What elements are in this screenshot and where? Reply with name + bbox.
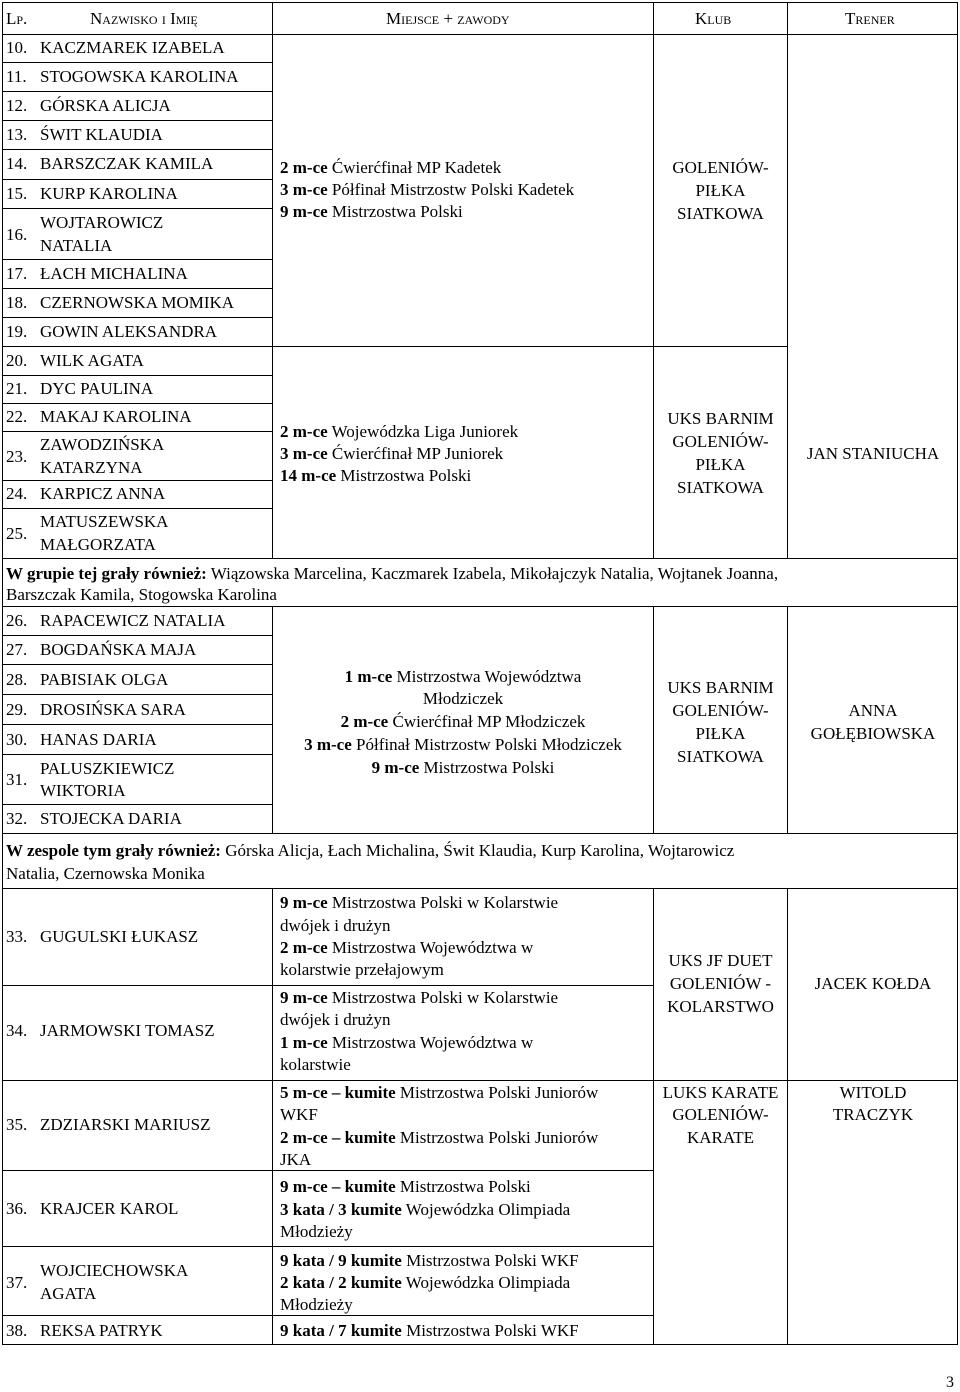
competition: Ćwierćfinał MP Młodziczek — [388, 712, 586, 731]
header-coach: Trener — [845, 9, 895, 28]
group3-note: W zespole tym grały również: Górska Alicja, Łach Michalina, Świt Klaudia, Kurp Karolina, Wojtarowicz — [6, 841, 735, 860]
club-line: LUKS KARATE — [662, 1083, 779, 1102]
place-label: 3 m-ce — [304, 735, 352, 754]
group2-note: W grupie tej grały również: Wiązowska Marcelina, Kaczmarek Izabela, Mikołajczyk Natalia, Wojtanek Joanna, — [6, 564, 779, 583]
competition: Mistrzostwa Polski — [419, 758, 555, 777]
row-number: 19. — [6, 322, 28, 341]
club-line: PIŁKA — [695, 455, 746, 474]
place-label: 2 m-ce — [340, 712, 389, 731]
row-number: 23. — [6, 447, 28, 466]
club-line: GOLENIÓW- — [672, 701, 769, 720]
results-table: Lp. Nazwisko i Imię Miejsce + zawody Klub Trener 10. KACZMAREK IZABELA 11. STOGOWSKA KAROLINA 12. GÓRSKA ALICJA 13. ŚWIT KLAUDIA 14. BARSZCZAK KAMILA 15. KURP KAROLINA 16. WOJTAROWICZ NATALIA 17. ŁACH MICHALINA 18. CZERNOWSKA MOMIKA 19. GOWIN ALEKSANDRA 2 m-ce Ćwierćfinał MP Kadetek 3 m-ce Półfinał Mistrzostw Polski Kadetek 9 m-ce Mistrzostwa Polski GOLENIÓW- PIŁKA SIATKOWA 20. WILK AGATA 21. DYC PAULINA 22. MAKAJ KAROLINA 23. ZAWODZIŃSKA KATARZYNA 24. KARPICZ ANNA 25. MATUSZEWSKA MAŁGORZATA 2 m-ce Wojewódzka Liga Juniorek 3 m-ce Ćwierćfinał MP Juniorek 14 m-ce Mistrzostwa Polski UKS BARNIM GOLENIÓW- PIŁKA SIATKOWA JAN STANIUCHA W grupie tej grały również: Wiązowska Marcelina, Kaczmarek Izabela, Mikołajczyk Natalia, Wojtanek Joanna, Barszczak Kamila, Stogowska Karolina 26. RAPACEWICZ NATALIA 27. BOGDAŃSKA MAJA 28. PABISIAK OLGA 29. DROSIŃSKA SARA 30. HANAS DARIA 31. PALUSZKIEWICZ WIKTORIA 32. STOJECKA DARIA 1 m-ce Mistrzostwa Województwa Młodziczek 2 m-ce Ćwierćfinał MP Młodziczek 3 m-ce Półfinał Mistrzostw Polski Młodziczek 9 m-ce Mistrzostwa Polski UKS BARNIM GOLENIÓW- PIŁKA SIATKOWA ANNA GOŁĘBIOWSKA W zespole tym grały również: Górska Alicja, Łach Michalina, Świt Klaudia, Kurp Karolina, Wojtarowicz Natalia, Czernowska Monika 33. GUGULSKI ŁUKASZ 9 m-ce Mistrzostwa Polski w Kolarstwie dwójek i drużyn 2 m-ce Mistrzostwa Województwa w kolarstwie przełajowym 34. JARMOWSKI TOMASZ 9 m-ce Mistrzostwa Polski w Kolarstwie dwójek i drużyn 1 m-ce Mistrzostwa Województwa w kolarstwie UKS JF DUET GOLENIÓW - KOLARSTWO JACEK KOŁDA 35. ZDZIARSKI MARIUSZ 5 m-ce – kumite Mistrzostwa Polski Juniorów WKF 2 m-ce – kumite Mistrzostwa Polski Juniorów JKA 36. KRAJCER KAROL 9 m-ce – kumite Mistrzostwa Polski 3 kata / 3 kumite Wojewódzka Olimpiada Młodzieży 37. WOJCIECHOWSKA AGATA 9 kata / 9 kumite Mistrzostwa Polski WKF 2 kata / 2 kumite Wojewódzka Olimpiada Młodzieży 38. REKSA PATRYK 9 kata / 7 kumite Mistrzostwa Polski WKF LUKS KARATE GOLENIÓW- KARATE WITOLD TRACZYK — [2, 2, 958, 1345]
row-number: 10. — [6, 38, 28, 57]
athlete-name: KATARZYNA — [40, 458, 143, 477]
athlete-name: HANAS DARIA — [40, 730, 157, 749]
athlete-name: WIKTORIA — [40, 781, 126, 800]
athlete-name: REKSA PATRYK — [40, 1321, 163, 1340]
row-number: 13. — [6, 125, 28, 144]
athlete-name: KACZMAREK IZABELA — [40, 38, 225, 57]
coach-name: ANNA — [848, 701, 898, 720]
club-line: KARATE — [686, 1128, 755, 1147]
athlete-name: KURP KAROLINA — [40, 184, 178, 203]
row-number: 34. — [6, 1021, 28, 1040]
athlete-name: STOJECKA DARIA — [40, 809, 182, 828]
athlete-name: GÓRSKA ALICJA — [40, 96, 171, 115]
athlete-name: WOJCIECHOWSKA — [40, 1261, 189, 1280]
coach-name: WITOLD — [839, 1083, 907, 1102]
athlete-name: PALUSZKIEWICZ — [40, 759, 175, 778]
row-number: 16. — [6, 225, 28, 244]
competition: Mistrzostwa Województwa — [392, 667, 582, 686]
club-line: UKS JF DUET — [668, 951, 773, 970]
row-number: 30. — [6, 730, 28, 749]
group2-note-cont: Barszczak Kamila, Stogowska Karolina — [6, 585, 277, 604]
athlete-name: ŚWIT KLAUDIA — [40, 125, 163, 144]
row-number: 14. — [6, 154, 28, 173]
row-number: 17. — [6, 264, 28, 283]
header-lp: Lp. — [6, 9, 28, 28]
row-number: 38. — [6, 1321, 28, 1340]
competition: Ćwierćfinał MP Juniorek — [327, 444, 504, 463]
athlete-name: RAPACEWICZ NATALIA — [40, 611, 226, 630]
place-label: 2 m-ce — [280, 422, 328, 441]
row-number: 27. — [6, 640, 28, 659]
row-number: 25. — [6, 524, 28, 543]
club-line: GOLENIÓW- — [672, 1105, 769, 1124]
athlete-name: BOGDAŃSKA MAJA — [40, 640, 197, 659]
row-number: 29. — [6, 700, 28, 719]
club-line: UKS BARNIM — [667, 678, 774, 697]
athlete-name: DROSIŃSKA SARA — [40, 700, 186, 719]
athlete-name: MATUSZEWSKA — [40, 512, 169, 531]
row-number: 26. — [6, 611, 28, 630]
row-number: 28. — [6, 670, 28, 689]
coach-name: JACEK KOŁDA — [814, 974, 932, 993]
row-number: 37. — [6, 1273, 28, 1292]
athlete-name: MAŁGORZATA — [40, 535, 156, 554]
athlete-name: ZAWODZIŃSKA — [40, 435, 165, 454]
club-line: GOLENIÓW - — [669, 974, 772, 993]
athlete-name: WOJTAROWICZ — [40, 213, 164, 232]
place-label: 14 m-ce — [280, 466, 337, 485]
competition: Półfinał Mistrzostw Polski Kadetek — [327, 180, 575, 199]
club-line: PIŁKA — [695, 181, 746, 200]
competition: Półfinał Mistrzostw Polski Młodziczek — [351, 735, 622, 754]
header-place: Miejsce + zawody — [386, 9, 510, 28]
competition: Mistrzostwa Polski — [336, 466, 472, 485]
competition: Ćwierćfinał MP Kadetek — [327, 158, 502, 177]
row-number: 12. — [6, 96, 28, 115]
athlete-name: MAKAJ KAROLINA — [40, 407, 192, 426]
athlete-name: KRAJCER KAROL — [40, 1199, 179, 1218]
athlete-name: NATALIA — [40, 236, 113, 255]
athlete-name: AGATA — [40, 1284, 97, 1303]
row-number: 36. — [6, 1199, 28, 1218]
athlete-name: JARMOWSKI TOMASZ — [40, 1021, 215, 1040]
athlete-name: STOGOWSKA KAROLINA — [40, 67, 239, 86]
athlete-name: BARSZCZAK KAMILA — [40, 154, 214, 173]
club-line: SIATKOWA — [677, 747, 764, 766]
place-label: 9 m-ce — [371, 758, 420, 777]
athlete-name: KARPICZ ANNA — [40, 484, 166, 503]
coach-name: JAN STANIUCHA — [806, 444, 940, 463]
competition: Wojewódzka Liga Juniorek — [327, 422, 519, 441]
group3-note-cont: Natalia, Czernowska Monika — [6, 864, 205, 883]
club-line: SIATKOWA — [677, 204, 764, 223]
row-number: 18. — [6, 293, 28, 312]
athlete-name: ŁACH MICHALINA — [40, 264, 188, 283]
page-number: 3 — [946, 1374, 954, 1391]
row-number: 31. — [6, 770, 28, 789]
coach-name: GOŁĘBIOWSKA — [810, 724, 936, 743]
row-number: 33. — [6, 927, 28, 946]
row-number: 22. — [6, 407, 28, 426]
competition: Mistrzostwa Polski — [327, 202, 463, 221]
club-line: PIŁKA — [695, 724, 746, 743]
place-label: 9 m-ce — [280, 202, 328, 221]
athlete-name: WILK AGATA — [40, 351, 144, 370]
place-label: 3 m-ce — [280, 180, 328, 199]
club-line: UKS BARNIM — [667, 409, 774, 428]
athlete-name: DYC PAULINA — [40, 379, 154, 398]
athlete-name: GOWIN ALEKSANDRA — [40, 322, 218, 341]
place-label: 2 m-ce — [280, 158, 328, 177]
row-number: 15. — [6, 184, 28, 203]
competition: Młodziczek — [422, 689, 504, 708]
place-label: 1 m-ce — [344, 667, 393, 686]
club-line: GOLENIÓW- — [672, 432, 769, 451]
athlete-name: ZDZIARSKI MARIUSZ — [40, 1115, 211, 1134]
place-label: 3 m-ce — [280, 444, 328, 463]
row-number: 24. — [6, 484, 28, 503]
athlete-name: GUGULSKI ŁUKASZ — [40, 927, 199, 946]
row-number: 11. — [6, 67, 27, 86]
row-number: 21. — [6, 379, 28, 398]
club-line: SIATKOWA — [677, 478, 764, 497]
coach-name: TRACZYK — [832, 1105, 914, 1124]
header-name: Nazwisko i Imię — [90, 9, 198, 28]
row-number: 20. — [6, 351, 28, 370]
club-line: GOLENIÓW- — [672, 158, 769, 177]
row-number: 32. — [6, 809, 28, 828]
header-club: Klub — [695, 9, 732, 28]
club-line: KOLARSTWO — [667, 997, 774, 1016]
row-number: 35. — [6, 1115, 28, 1134]
athlete-name: PABISIAK OLGA — [40, 670, 169, 689]
athlete-name: CZERNOWSKA MOMIKA — [40, 293, 235, 312]
